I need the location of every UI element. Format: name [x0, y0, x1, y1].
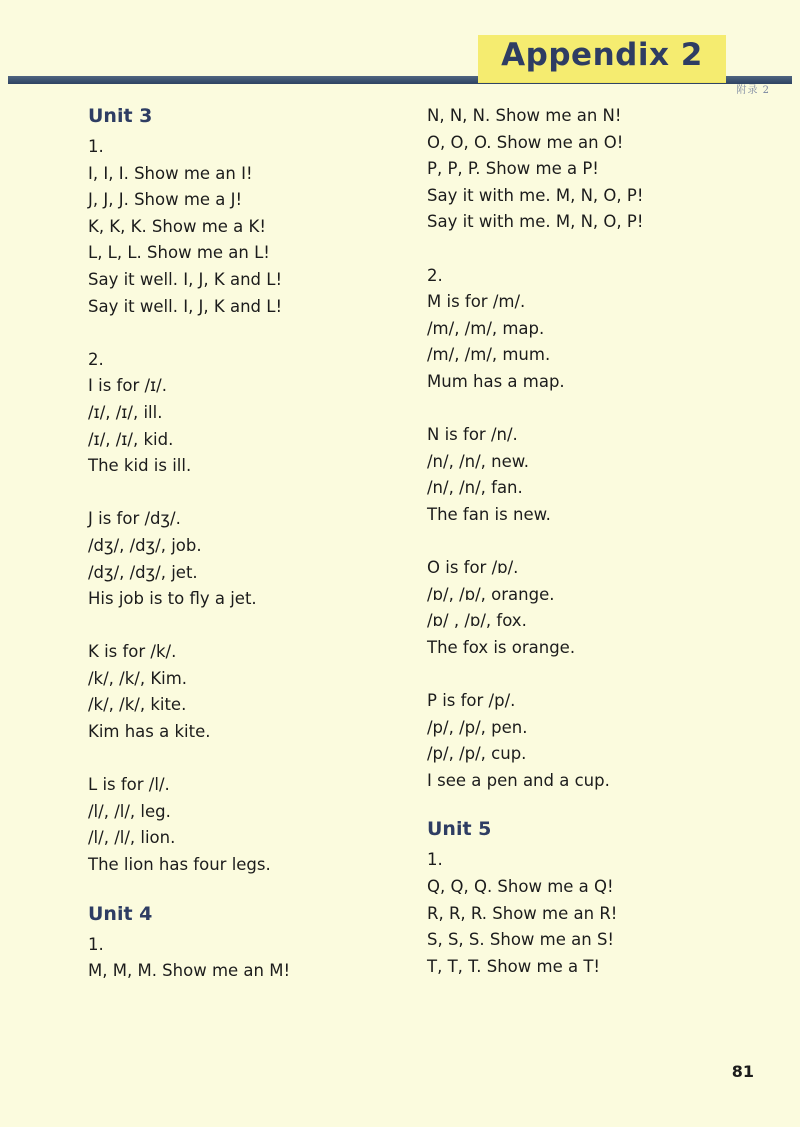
text-line: /ɒ/ , /ɒ/, fox. [427, 611, 527, 631]
text-line: /l/, /l/, lion. [88, 828, 176, 848]
text-line: The fox is orange. [427, 637, 576, 657]
text-line: 1. [427, 850, 443, 870]
text-line: Mum has a map. [427, 371, 565, 391]
text-line: K is for /k/. [88, 642, 177, 662]
text-line: /n/, /n/, fan. [427, 478, 523, 498]
unit-3-phonics-l [88, 772, 408, 878]
text-line: Say it well. I, J, K and L! [88, 296, 283, 316]
text-line: L, L, L. Show me an L! [88, 243, 270, 263]
unit-4-phonics-n [427, 422, 767, 528]
text-line: /k/, /k/, kite. [88, 695, 187, 715]
text-line: J is for /dʒ/. [88, 509, 181, 529]
page-title: Appendix 2 [501, 37, 703, 73]
text-line: /m/, /m/, mum. [427, 345, 551, 365]
text-line: Say it with me. M, N, O, P! [427, 212, 644, 232]
right-column [427, 103, 767, 980]
text-line: The fan is new. [427, 504, 551, 524]
text-line: J, J, J. Show me a J! [88, 190, 243, 210]
text-line: /ɒ/, /ɒ/, orange. [427, 584, 555, 604]
text-line: /l/, /l/, leg. [88, 801, 171, 821]
unit-4-chant-continued [427, 103, 767, 236]
unit-3-chant [88, 134, 408, 320]
text-line: The kid is ill. [88, 456, 192, 476]
text-line: T, T, T. Show me a T! [427, 956, 601, 976]
text-line: P is for /p/. [427, 691, 516, 711]
text-line: Q, Q, Q. Show me a Q! [427, 877, 614, 897]
text-line: N, N, N. Show me an N! [427, 106, 622, 125]
text-line: M, M, M. Show me an M! [88, 961, 291, 981]
text-line: /n/, /n/, new. [427, 451, 529, 471]
text-line: 1. [88, 934, 104, 954]
text-line: I is for /ɪ/. [88, 376, 167, 396]
page-number: 81 [731, 1062, 754, 1081]
text-line: /m/, /m/, map. [427, 318, 545, 338]
text-line: /ɪ/, /ɪ/, kid. [88, 429, 174, 449]
text-line: P, P, P. Show me a P! [427, 159, 599, 179]
page-subtitle: 附录 2 [736, 85, 770, 96]
unit-4-phonics-o [427, 555, 767, 661]
text-line: O is for /ɒ/. [427, 558, 519, 578]
unit-5-chant [427, 847, 767, 980]
text-line: /dʒ/, /dʒ/, jet. [88, 562, 198, 582]
text-line: S, S, S. Show me an S! [427, 930, 615, 950]
text-line: I, I, I. Show me an I! [88, 163, 253, 183]
text-line: Kim has a kite. [88, 722, 211, 742]
unit-3-phonics-i [88, 347, 408, 480]
unit-4-phonics-m [427, 263, 767, 396]
text-line: /p/, /p/, pen. [427, 717, 528, 737]
text-line: His job is to fly a jet. [88, 589, 257, 609]
unit-4-heading: Unit 4 [88, 902, 153, 925]
text-line: M is for /m/. [427, 292, 526, 312]
text-line: L is for /l/. [88, 775, 170, 795]
unit-5-heading: Unit 5 [427, 818, 492, 841]
text-line: 2. [427, 265, 443, 285]
text-line: Say it with me. M, N, O, P! [427, 185, 644, 205]
text-line: I see a pen and a cup. [427, 770, 610, 790]
text-line: 1. [88, 137, 104, 156]
unit-4-phonics-p [427, 688, 767, 794]
unit-3-phonics-k [88, 639, 408, 745]
text-line: /dʒ/, /dʒ/, job. [88, 535, 202, 555]
unit-3-phonics-j [88, 506, 408, 612]
text-line: K, K, K. Show me a K! [88, 216, 266, 236]
text-line: The lion has four legs. [88, 855, 271, 875]
appendix-tab [478, 35, 726, 83]
text-line: /ɪ/, /ɪ/, ill. [88, 402, 163, 422]
left-column [88, 103, 408, 985]
text-line: R, R, R. Show me an R! [427, 903, 618, 923]
text-line: /p/, /p/, cup. [427, 744, 527, 764]
unit-4-chant [88, 932, 408, 985]
text-line: O, O, O. Show me an O! [427, 132, 624, 152]
unit-3-heading: Unit 3 [88, 105, 153, 127]
text-line: 2. [88, 349, 104, 369]
text-line: Say it well. I, J, K and L! [88, 269, 283, 289]
text-line: N is for /n/. [427, 425, 518, 445]
text-line: /k/, /k/, Kim. [88, 668, 188, 688]
